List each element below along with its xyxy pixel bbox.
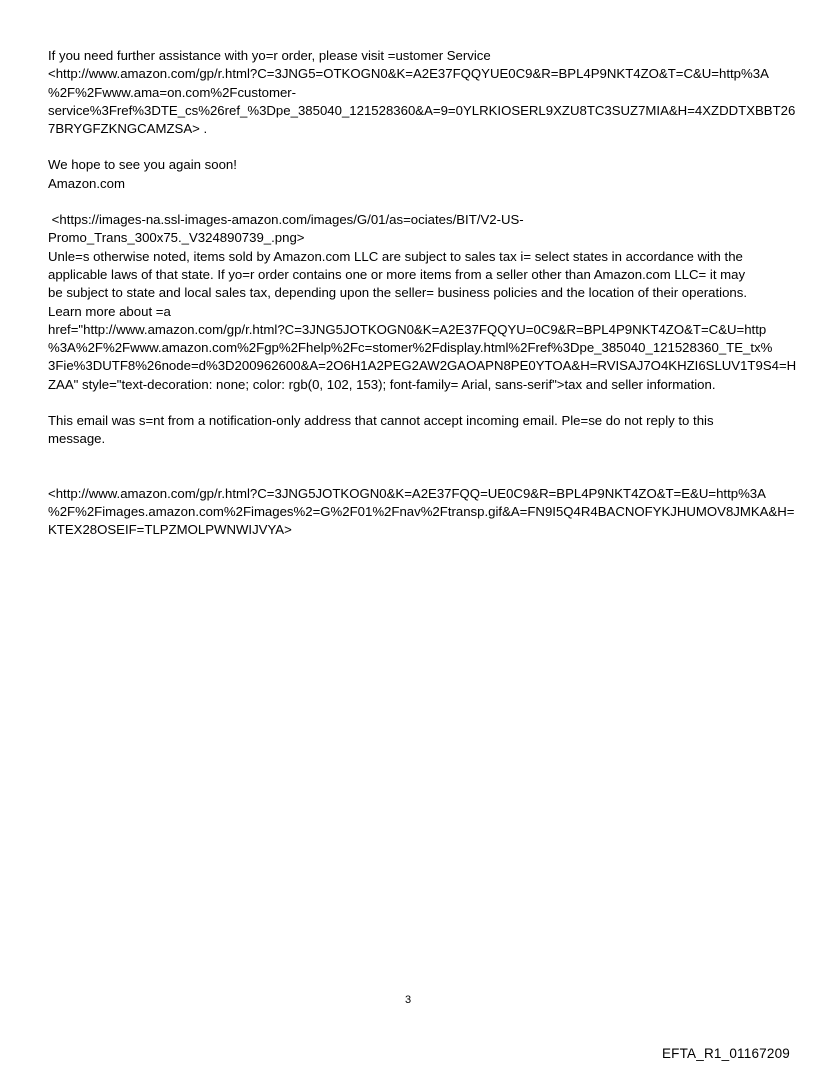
tracking-pixel-url (48, 485, 795, 540)
text-line: 7BRYGFZKNGCAMZSA> . (48, 121, 208, 137)
notification-paragraph (48, 412, 778, 449)
text-line: 3Fie%3DUTF8%26node=d%3D200962600&A=2O6H1A2PEG2AW2GAOAPN8PE0YTOA&H=RVISAJ7O4KHZI6SLUV1T9S4=H (48, 358, 797, 374)
customer-service-paragraph (48, 47, 796, 138)
sales-tax-paragraph (48, 211, 797, 394)
text-line: We hope to see you again soon! (48, 157, 237, 173)
text-line: Promo_Trans_300x75._V324890739_.png> (48, 230, 305, 246)
text-line: href="http://www.amazon.com/gp/r.html?C=3JNG5JOTKOGN0&K=A2E37FQQYU=0C9&R=BPL4P9NKT4ZO&T=C&U=http (48, 321, 767, 337)
email-body (48, 47, 797, 540)
text-line: <https://images-na.ssl-images-amazon.com/images/G/01/as=ociates/BIT/V2-US- (48, 212, 524, 228)
text-line: service%3Fref%3DTE_cs%26ref_%3Dpe_385040_121528360&A=9=0YLRKIOSERL9XZU8TC3SUZ7MIA&H=4XZDDTXBBT26 (48, 102, 796, 118)
page-number: 3 (404, 994, 412, 1006)
text-line: Amazon.com (48, 175, 125, 191)
text-line: Learn more about =a (48, 303, 171, 319)
text-line: If you need further assistance with yo=r order, please visit =ustomer Service (48, 48, 491, 63)
text-line: KTEX28OSEIF=TLPZMOLPWNWIJVYA> (48, 522, 292, 538)
text-line: <http://www.amazon.com/gp/r.html?C=3JNG5JOTKOGN0&K=A2E37FQQ=UE0C9&R=BPL4P9NKT4ZO&T=E&U=http%3A (48, 485, 766, 501)
text-line: This email was s=nt from a notification-only address that cannot accept incoming email. Ple=se do not reply to this (48, 413, 714, 429)
text-line: %2F%2Fimages.amazon.com%2Fimages%2=G%2F01%2Fnav%2Ftransp.gif&A=FN9I5Q4R4BACNOFYKJHUMOV8JMKA&H= (48, 503, 795, 519)
text-line: <http://www.amazon.com/gp/r.html?C=3JNG5=OTKOGN0&K=A2E37FQQYUE0C9&R=BPL4P9NKT4ZO&T=C&U=http%3A (48, 66, 769, 82)
bates-number: EFTA_R1_01167209 (661, 1046, 790, 1061)
text-line: %3A%2F%2Fwww.amazon.com%2Fgp%2Fhelp%2Fc=stomer%2Fdisplay.html%2Fref%3Dpe_385040_121528360_TE_tx% (48, 340, 773, 356)
text-line: ZAA" style="text-decoration: none; color: rgb(0, 102, 153); font-family= Arial, sans-serif">tax and seller information. (48, 376, 716, 392)
text-line: be subject to state and local sales tax, depending upon the seller= business policies and the location of their operations. (48, 285, 748, 301)
text-line: message. (48, 431, 106, 447)
text-line: applicable laws of that state. If yo=r order contains one or more items from a seller other than Amazon.com LLC= it may (48, 266, 746, 282)
closing-paragraph (48, 156, 778, 193)
text-line: Unle=s otherwise noted, items sold by Amazon.com LLC are subject to sales tax i= select states in accordance with the (48, 248, 743, 264)
text-line: %2F%2Fwww.ama=on.com%2Fcustomer- (48, 84, 297, 100)
